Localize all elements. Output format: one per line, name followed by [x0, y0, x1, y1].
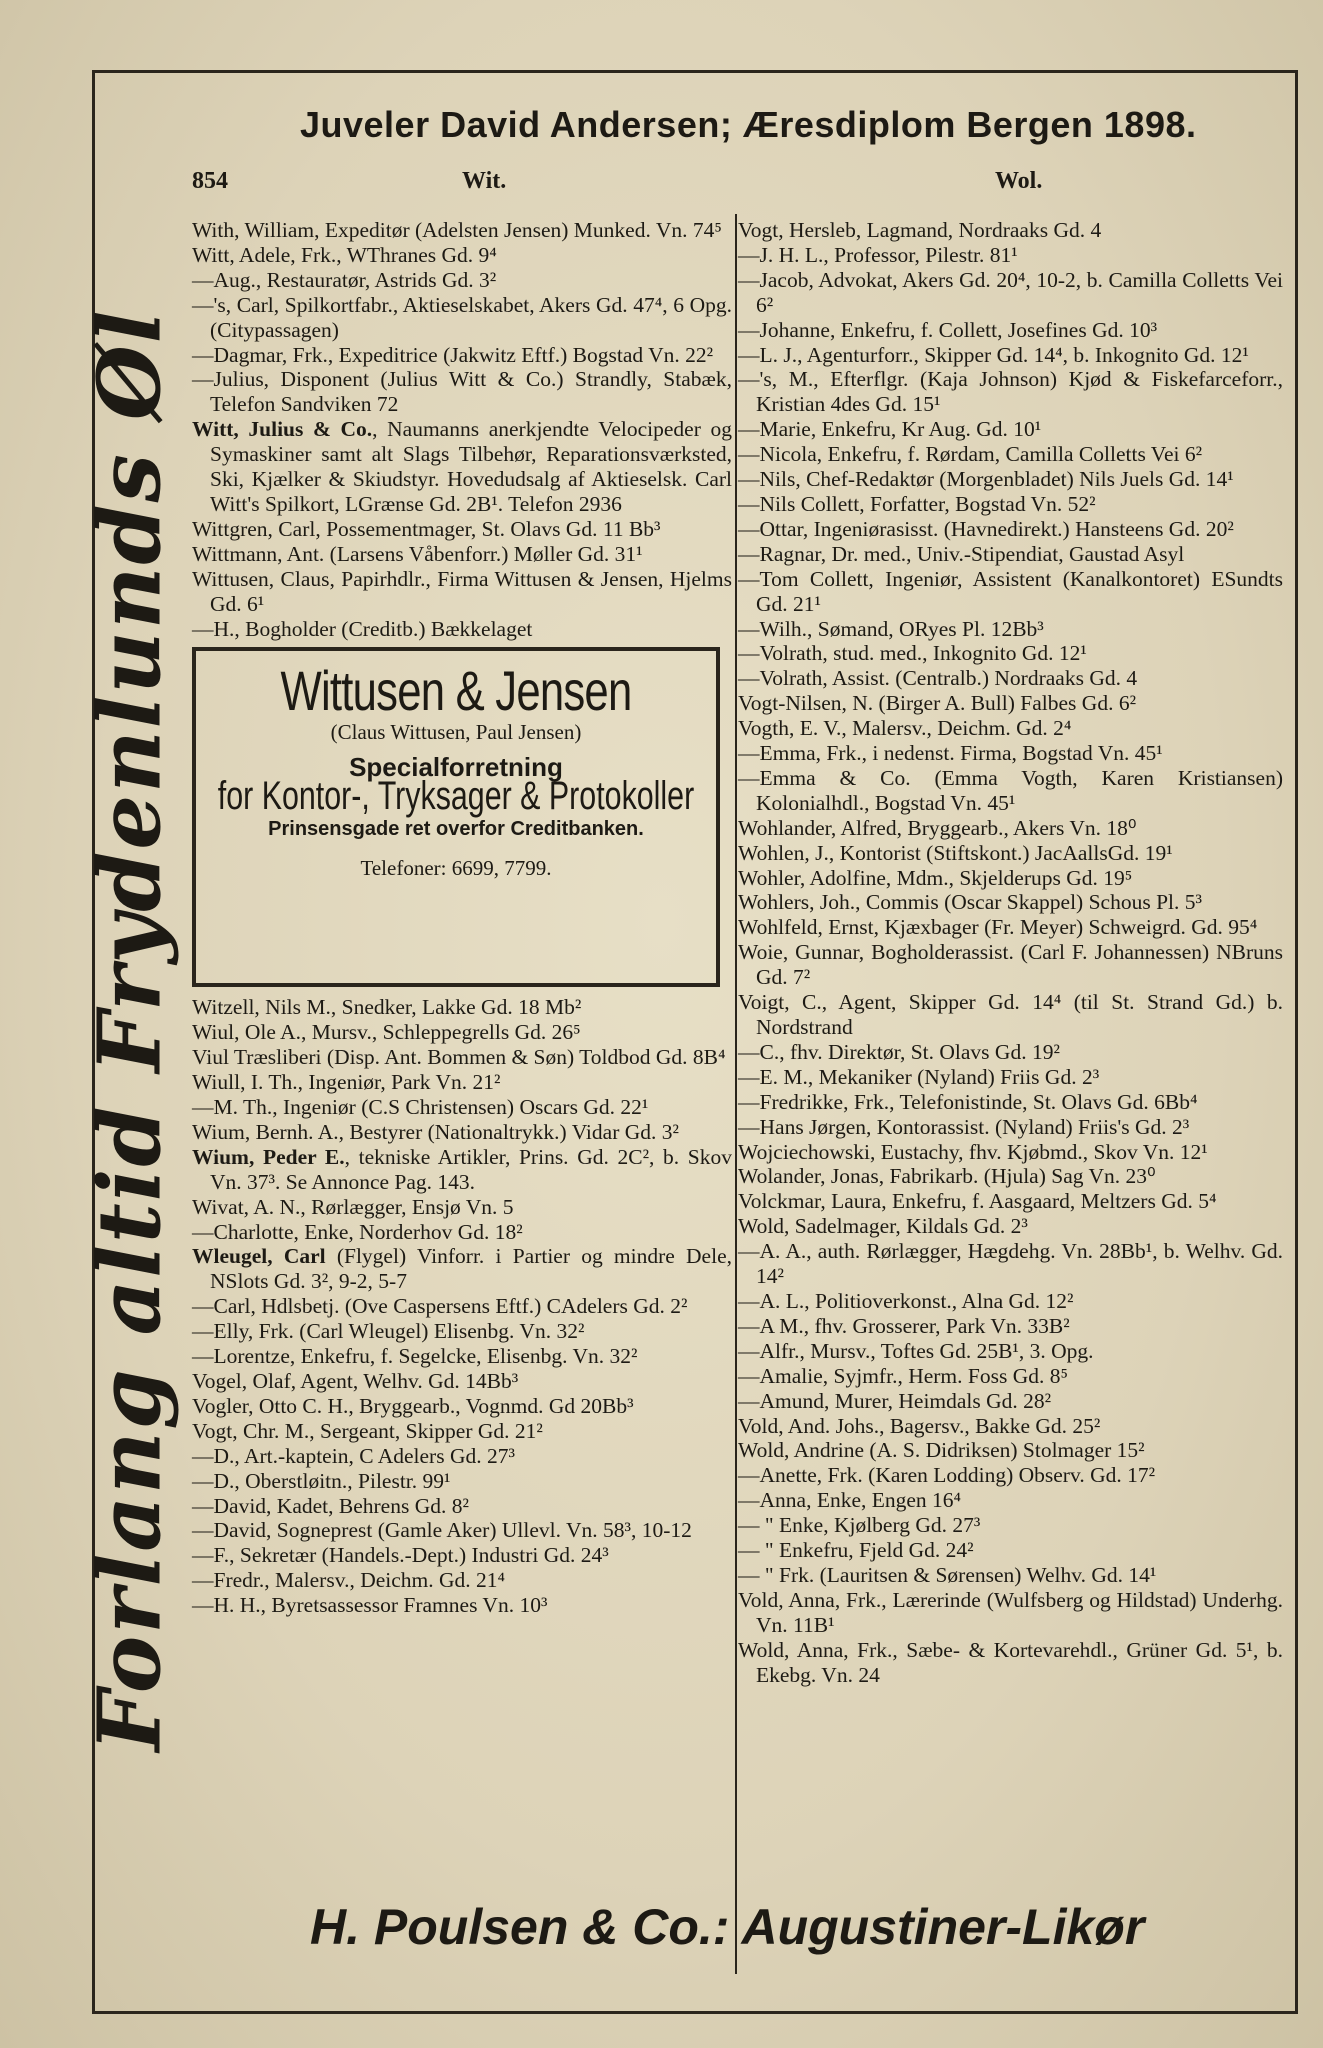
directory-entry: Wium, Bernh. A., Bestyrer (Nationaltrykk.) Vidar Gd. 3² [192, 1119, 679, 1144]
directory-entry: Wold, Andrine (A. S. Didriksen) Stolmager 15² [738, 1438, 1145, 1463]
page-number: 854 [192, 168, 228, 194]
directory-entry: —H., Bogholder (Creditb.) Bækkelaget [192, 616, 533, 641]
directory-entry: Witt, Julius & Co., Naumanns anerkjendte Velocipeder og Symaskiner samt alt Slags Tilbehør, Reparationsværksted, Ski, Kjælker & Skiudstyr. Hovedudsalg af Aktieselsk. Carl Witt's Spilkort, LGrænse Gd. 2B¹. Telefon 2936 [192, 417, 732, 516]
directory-entry: Wohlander, Alfred, Bryggearb., Akers Vn. 18⁰ [738, 815, 1137, 840]
directory-entry: —J. H. L., Professor, Pilestr. 81¹ [738, 242, 1018, 267]
directory-entry: —Jacob, Advokat, Akers Gd. 20⁴, 10-2, b. Camilla Colletts Vei 6² [738, 267, 1283, 317]
directory-entry: —E. M., Mekaniker (Nyland) Friis Gd. 2³ [738, 1064, 1100, 1089]
directory-entry: —C., fhv. Direktør, St. Olavs Gd. 19² [738, 1039, 1060, 1064]
side-advertisement: Forlang altid Frydenlunds Øl [79, 308, 181, 1752]
directory-entry: Wolander, Jonas, Fabrikarb. (Hjula) Sag Vn. 23⁰ [738, 1164, 1156, 1189]
directory-entry: Wium, Peder E., tekniske Artikler, Prins. Gd. 2C², b. Skov Vn. 37³. Se Annonce Pag. 143. [192, 1144, 733, 1194]
directory-entry: —Dagmar, Frk., Expeditrice (Jakwitz Eftf.) Bogstad Vn. 22² [192, 342, 714, 367]
directory-entry: Voigt, C., Agent, Skipper Gd. 14⁴ (til St. Strand Gd.) b. Nordstrand [738, 990, 1283, 1039]
directory-entry: Wittgren, Carl, Possementmager, St. Olavs Gd. 11 Bb³ [192, 516, 661, 541]
directory-entry: —Charlotte, Enke, Norderhov Gd. 18² [192, 1219, 523, 1244]
directory-entry: Wojciechowski, Eustachy, fhv. Kjøbmd., Skov Vn. 12¹ [738, 1139, 1208, 1164]
directory-entry: Witzell, Nils M., Snedker, Lakke Gd. 18 Mb² [192, 995, 582, 1020]
directory-entry: Vogth, E. V., Malersv., Deichm. Gd. 2⁴ [738, 716, 1072, 741]
directory-entry: —'s, Carl, Spilkortfabr., Aktieselskabet, Akers Gd. 47⁴, 6 Opg. (Citypassagen) [192, 292, 732, 342]
directory-entry: —Johanne, Enkefru, f. Collett, Josefines Gd. 10³ [738, 317, 1158, 342]
directory-entry: —Carl, Hdlsbetj. (Ove Caspersens Eftf.) CAdelers Gd. 2² [192, 1294, 688, 1319]
directory-entry: —A M., fhv. Grosserer, Park Vn. 33B² [738, 1313, 1070, 1338]
directory-entry: Vogt, Hersleb, Lagmand, Nordraaks Gd. 4 [738, 218, 1102, 242]
directory-entry: —Amund, Murer, Heimdals Gd. 28² [738, 1388, 1052, 1413]
right-column [738, 218, 1283, 1687]
directory-entry: Vogler, Otto C. H., Bryggearb., Vognmd. Gd 20Bb³ [192, 1393, 634, 1418]
directory-entry: Wohlfeld, Ernst, Kjæxbager (Fr. Meyer) Schweigrd. Gd. 95⁴ [738, 915, 1258, 940]
directory-entry: —Aug., Restauratør, Astrids Gd. 3² [192, 267, 497, 292]
directory-entry: —David, Sogneprest (Gamle Aker) Ullevl. Vn. 58³, 10-12 [192, 1518, 692, 1543]
directory-entry: —Nils, Chef-Redaktør (Morgenbladet) Nils Juels Gd. 14¹ [738, 467, 1234, 492]
directory-entry: —Amalie, Syjmfr., Herm. Foss Gd. 8⁵ [738, 1363, 1068, 1388]
directory-entry: —Fredrikke, Frk., Telefonistinde, St. Olavs Gd. 6Bb⁴ [738, 1089, 1198, 1114]
directory-entry: Woie, Gunnar, Bogholderassist. (Carl F. Johannessen) NBruns Gd. 7² [738, 940, 1283, 990]
directory-entry: —Emma & Co. (Emma Vogth, Karen Kristiansen) Kolonialhdl., Bogstad Vn. 45¹ [738, 765, 1283, 815]
directory-entry: —Julius, Disponent (Julius Witt & Co.) Strandly, Stabæk, Telefon Sandviken 72 [192, 367, 732, 417]
directory-entry: —Hans Jørgen, Kontorassist. (Nyland) Friis's Gd. 2³ [738, 1114, 1190, 1139]
directory-entry: —A. L., Politioverkonst., Alna Gd. 12² [738, 1288, 1074, 1313]
directory-entry: —Wilh., Sømand, ORyes Pl. 12Bb³ [738, 616, 1044, 641]
directory-entry: Volckmar, Laura, Enkefru, f. Aasgaard, Meltzers Gd. 5⁴ [738, 1189, 1217, 1214]
directory-entry: —L. J., Agenturforr., Skipper Gd. 14⁴, b. Inkognito Gd. 12¹ [738, 342, 1249, 367]
directory-entry: —Volrath, stud. med., Inkognito Gd. 12¹ [738, 641, 1087, 666]
directory-entry: —Fredr., Malersv., Deichm. Gd. 21⁴ [192, 1568, 506, 1593]
directory-entry: —David, Kadet, Behrens Gd. 8² [192, 1493, 469, 1518]
entry-name-bold: Wium, Peder E. [192, 1144, 345, 1169]
directory-entry: Wittusen, Claus, Papirhdlr., Firma Wittusen & Jensen, Hjelms Gd. 6¹ [192, 566, 732, 616]
ad-specialty: Specialforretning [349, 752, 563, 783]
ad-address: Prinsensgade ret overfor Creditbanken. [268, 818, 644, 841]
directory-entry: Vogt, Chr. M., Sergeant, Skipper Gd. 21² [192, 1418, 543, 1443]
directory-entry: —A. A., auth. Rørlægger, Hægdehg. Vn. 28Bb¹, b. Welhv. Gd. 14² [738, 1239, 1283, 1289]
ad-products: for Kontor-, Tryksager & Protokoller [217, 774, 695, 819]
directory-entry: Wiul, Ole A., Mursv., Schleppegrells Gd. 26⁵ [192, 1020, 581, 1045]
directory-entry: —Marie, Enkefru, Kr Aug. Gd. 10¹ [738, 417, 1042, 442]
footer-advertisement: H. Poulsen & Co.: Augustiner-Likør [310, 1899, 1145, 1955]
directory-entry: Wohlers, Joh., Commis (Oscar Skappel) Schous Pl. 5³ [738, 890, 1202, 915]
directory-entry: — " Frk. (Lauritsen & Sørensen) Welhv. Gd. 14¹ [738, 1562, 1157, 1587]
directory-entry: Wivat, A. N., Rørlægger, Ensjø Vn. 5 [192, 1194, 514, 1219]
directory-entry: — " Enke, Kjølberg Gd. 27³ [738, 1513, 981, 1538]
directory-entry: Vogt-Nilsen, N. (Birger A. Bull) Falbes Gd. 6² [738, 691, 1137, 716]
side-advertisement-container [79, 308, 181, 1752]
directory-entry: —D., Oberstløitn., Pilestr. 99¹ [192, 1468, 451, 1493]
column-divider [735, 214, 737, 1974]
right-entries [738, 218, 1283, 1687]
directory-entry: —H. H., Byretsassessor Framnes Vn. 10³ [192, 1593, 548, 1618]
directory-entry: —Lorentze, Enkefru, f. Segelcke, Elisenbg. Vn. 32² [192, 1344, 638, 1369]
wittusen-jensen-advertisement [192, 647, 720, 987]
ad-title: Wittusen & Jensen [280, 659, 632, 723]
directory-entry: —'s, M., Efterflgr. (Kaja Johnson) Kjød & Fiskefarceforr., Kristian 4des Gd. 15¹ [738, 367, 1283, 417]
directory-entry: Wittmann, Ant. (Larsens Våbenforr.) Møller Gd. 31¹ [192, 541, 643, 566]
directory-entry: —D., Art.-kaptein, C Adelers Gd. 27³ [192, 1443, 515, 1468]
directory-entry: —Tom Collett, Ingeniør, Assistent (Kanalkontoret) ESundts Gd. 21¹ [738, 566, 1283, 616]
directory-entry: Wold, Anna, Frk., Sæbe- & Kortevarehdl., Grüner Gd. 5¹, b. Ekebg. Vn. 24 [738, 1637, 1283, 1687]
directory-entry: —Anette, Frk. (Karen Lodding) Observ. Gd. 17² [738, 1463, 1156, 1488]
directory-entry: Vold, Anna, Frk., Lærerinde (Wulfsberg og Hildstad) Underhg. Vn. 11B¹ [738, 1587, 1283, 1637]
ad-phones: Telefoner: 6699, 7799. [360, 855, 552, 880]
directory-entry: Witt, Adele, Frk., WThranes Gd. 9⁴ [192, 242, 497, 267]
ad-subtitle: (Claus Wittusen, Paul Jensen) [330, 720, 582, 745]
directory-entry: —Nils Collett, Forfatter, Bogstad Vn. 52² [738, 491, 1096, 516]
left-column [192, 218, 732, 1618]
entry-name-bold: Wleugel, Carl [192, 1244, 326, 1269]
directory-entry: Vold, And. Johs., Bagersv., Bakke Gd. 25² [738, 1413, 1101, 1438]
directory-entry: Viul Træsliberi (Disp. Ant. Bommen & Søn) Toldbod Gd. 8B⁴ [192, 1045, 726, 1070]
directory-entry: —Emma, Frk., i nedenst. Firma, Bogstad Vn. 45¹ [738, 741, 1163, 766]
entry-name-bold: Witt, Julius & Co. [192, 417, 373, 442]
directory-entry: —Nicola, Enkefru, f. Rørdam, Camilla Colletts Vei 6² [738, 442, 1203, 467]
directory-entry: Wohler, Adolfine, Mdm., Skjelderups Gd. 19⁵ [738, 865, 1133, 890]
directory-entry: —Ottar, Ingeniørasisst. (Havnedirekt.) Hansteens Gd. 20² [738, 516, 1234, 541]
directory-entry: —Alfr., Mursv., Toftes Gd. 25B¹, 3. Opg. [738, 1338, 1094, 1363]
directory-entry: —M. Th., Ingeniør (C.S Christensen) Oscars Gd. 22¹ [192, 1095, 649, 1120]
directory-entry: —F., Sekretær (Handels.-Dept.) Industri Gd. 24³ [192, 1543, 609, 1568]
directory-entry: —Volrath, Assist. (Centralb.) Nordraaks Gd. 4 [738, 666, 1138, 691]
running-head-right: Wol. [995, 168, 1043, 194]
directory-entry: Wold, Sadelmager, Kildals Gd. 2³ [738, 1214, 1028, 1239]
directory-entry: Wohlen, J., Kontorist (Stiftskont.) JacAallsGd. 19¹ [738, 840, 1173, 865]
left-entries-top [192, 218, 732, 641]
directory-entry: —Elly, Frk. (Carl Wleugel) Elisenbg. Vn. 32² [192, 1319, 585, 1344]
directory-entry: Wiull, I. Th., Ingeniør, Park Vn. 21² [192, 1070, 501, 1095]
directory-entry: Wleugel, Carl (Flygel) Vinforr. i Partier og mindre Dele, NSlots Gd. 3², 9-2, 5-7 [192, 1244, 732, 1294]
left-entries-bottom [192, 995, 732, 1618]
directory-entry: —Anna, Enke, Engen 16⁴ [738, 1488, 962, 1513]
directory-entry: Vogel, Olaf, Agent, Welhv. Gd. 14Bb³ [192, 1369, 519, 1393]
header-advertisement: Juveler David Andersen; Æresdiplom Bergen 1898. [300, 104, 1197, 145]
directory-entry: With, William, Expeditør (Adelsten Jensen) Munked. Vn. 74⁵ [192, 218, 722, 242]
directory-entry: — " Enkefru, Fjeld Gd. 24² [738, 1538, 974, 1563]
running-head-left: Wit. [462, 168, 507, 194]
directory-entry: —Ragnar, Dr. med., Univ.-Stipendiat, Gaustad Asyl [738, 541, 1185, 566]
